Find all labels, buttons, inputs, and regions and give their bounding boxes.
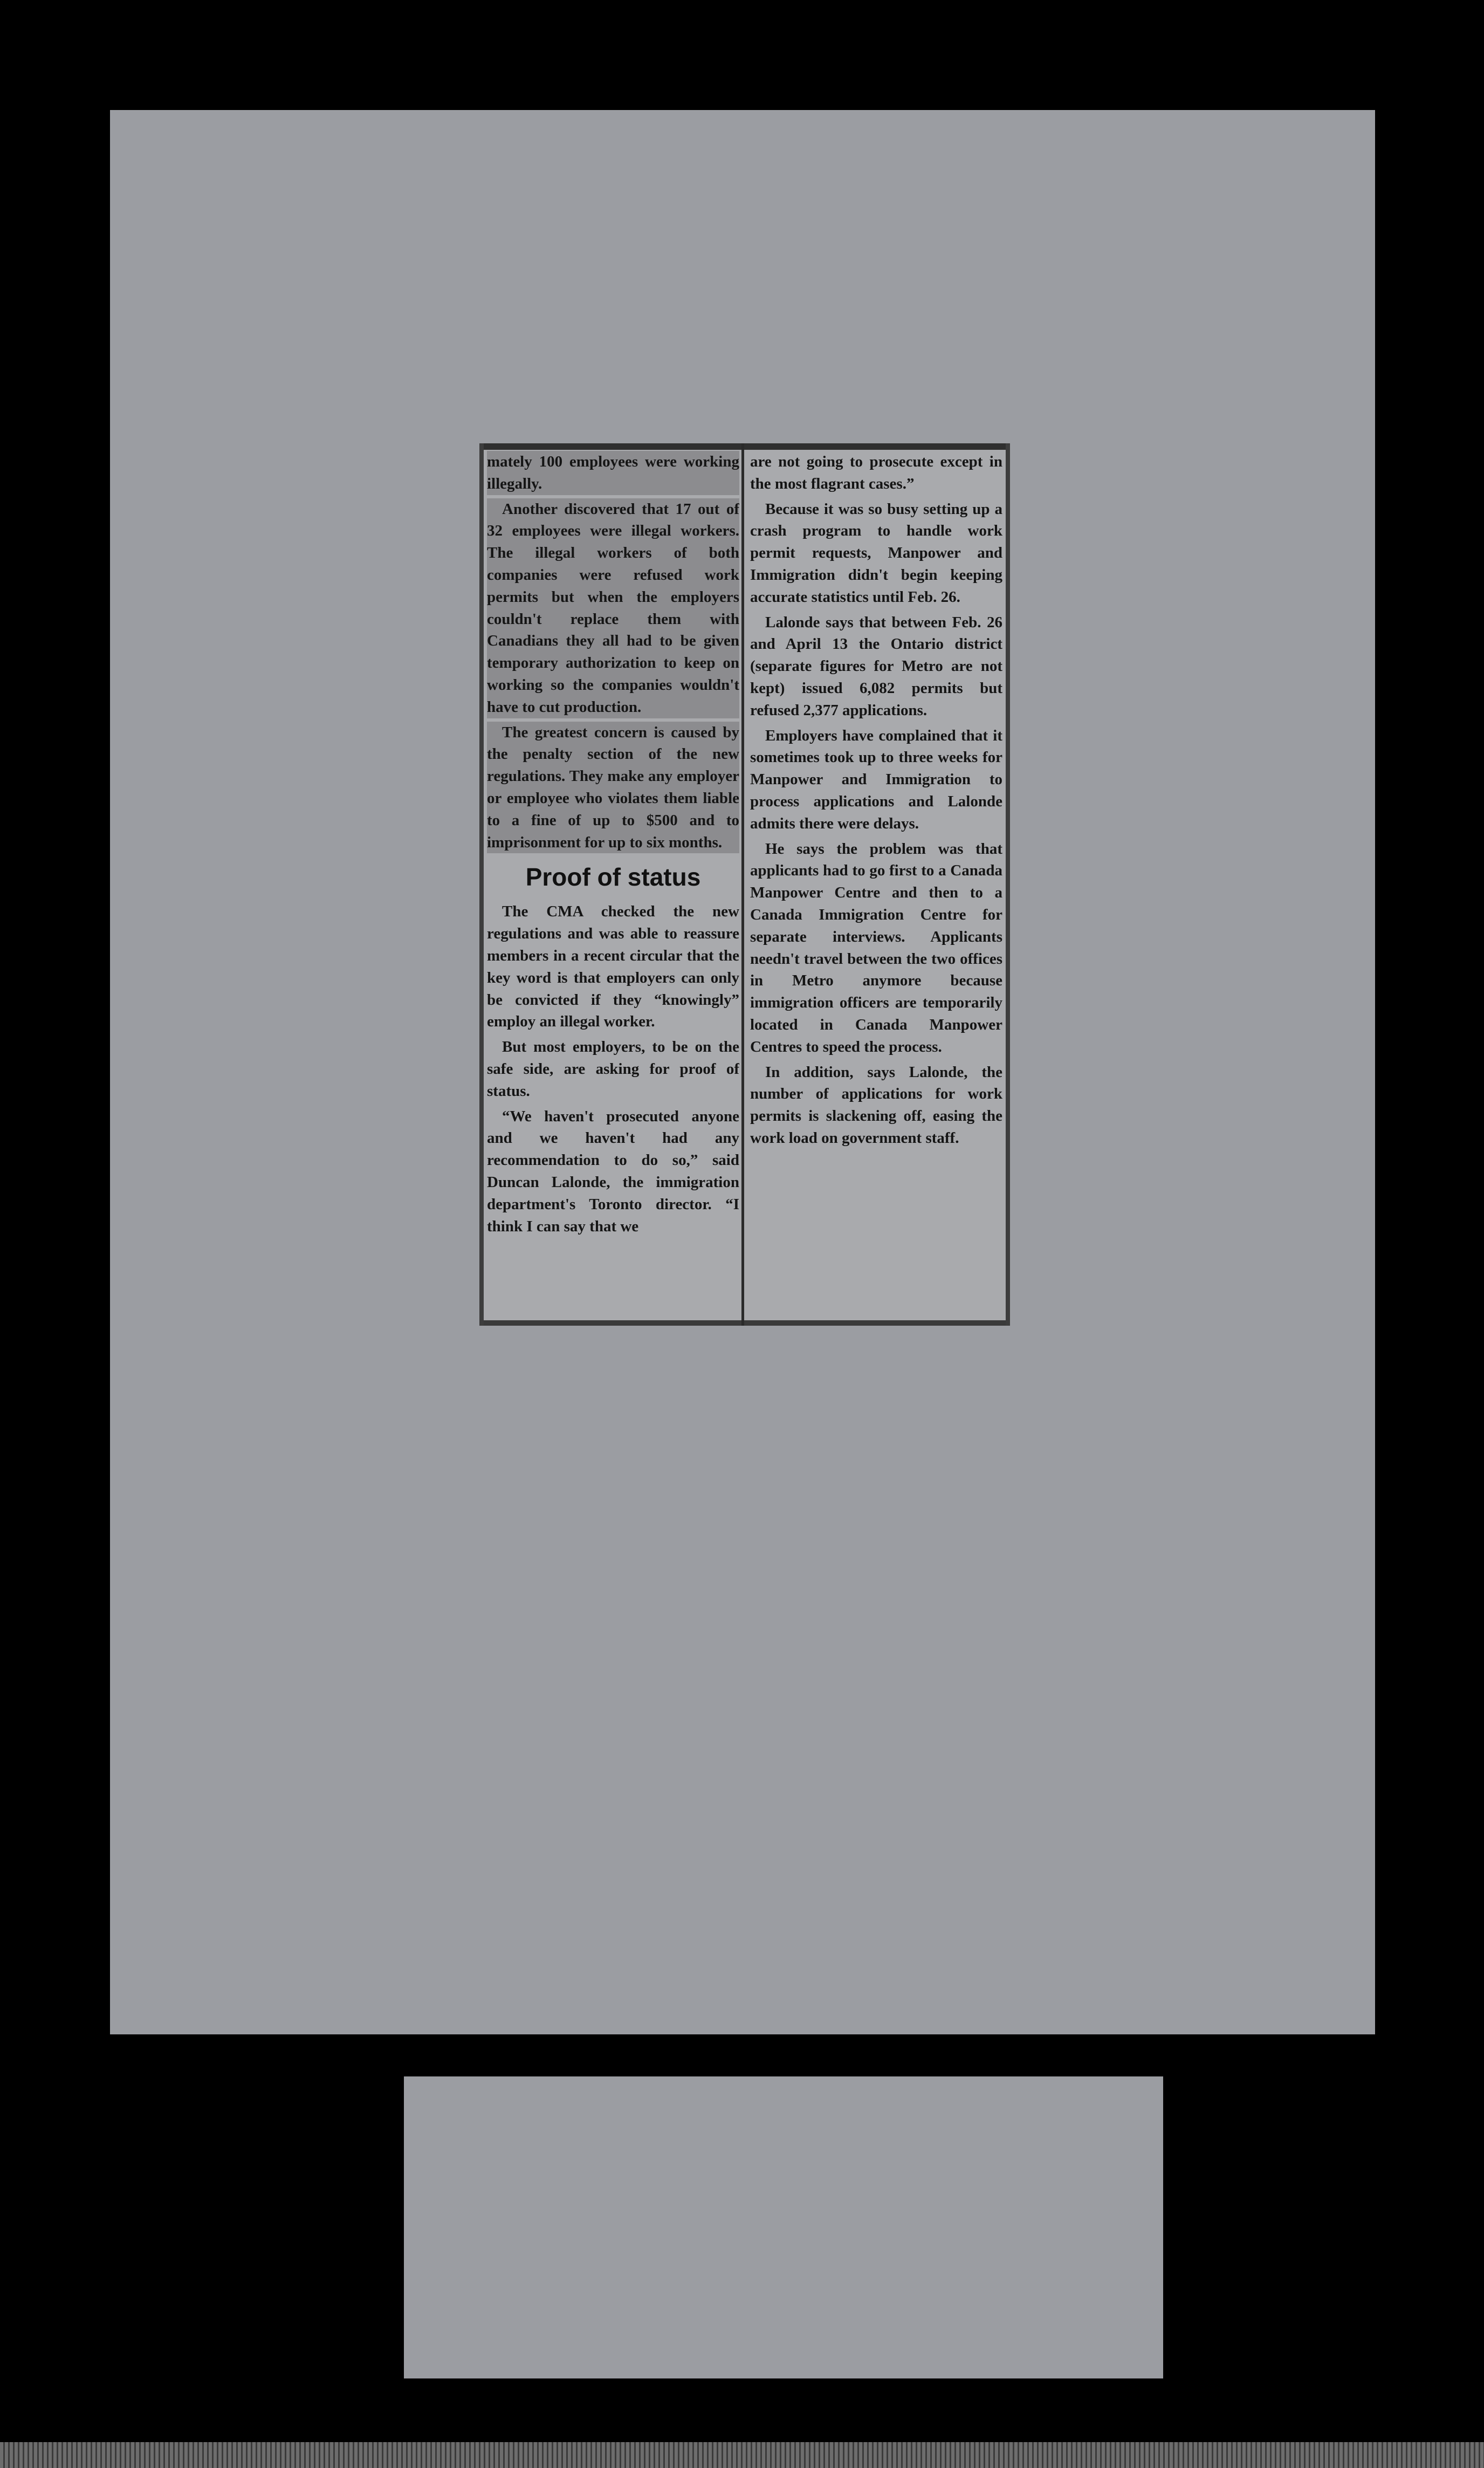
paragraph: Because it was so busy setting up a crash program to handle work permit requests, Manpower and Immigration didn't begin keeping accurate statistics until Feb. 26.	[750, 500, 1002, 606]
paragraph: In addition, says Lalonde, the number of applications for work permits is slackening off, easing the work load on government staff.	[750, 1063, 1002, 1147]
newspaper-clipping	[479, 443, 1010, 1326]
paragraph: Lalonde says that between Feb. 26 and April 13 the Ontario district (separate figures for Metro are not kept) issued 6,082 permits but refused 2,377 applications.	[750, 613, 1002, 719]
paragraph: Another discovered that 17 out of 32 employees were illegal workers. The illegal workers of both companies were refused work permits but when the employers couldn't replace them with Canadians they all had to be given temporary authorization to keep on working so the companies wouldn't have to cut production.	[487, 498, 739, 718]
clipping-bottom-edge	[479, 1320, 1010, 1326]
paragraph: He says the problem was that applicants had to go first to a Canada Manpower Centre and then to a Canada Immigration Centre for separate interviews. Applicants needn't travel between the two offices in Metro anymore because immigration officers are temporarily located in Canada Manpower Centres to speed the process.	[750, 840, 1002, 1055]
clipping-left-edge	[479, 443, 484, 1326]
paragraph: “We haven't prosecuted anyone and we haven't had any recommendation to do so,” said Duncan Lalonde, the immigration department's Toronto director. “I think I can say that we	[487, 1107, 739, 1235]
paragraph: The greatest concern is caused by the penalty section of the new regulations. They make any employer or employee who violates them liable to a fine of up to $500 and to imprisonment for up to six months.	[487, 722, 739, 854]
left-column	[487, 451, 739, 1314]
paragraph: Employers have complained that it sometimes took up to three weeks for Manpower and Immigration to process applications and Lalonde admits there were delays.	[750, 726, 1002, 832]
section-heading: Proof of status	[525, 863, 701, 892]
paragraph: are not going to prosecute except in the most flagrant cases.”	[750, 453, 1002, 492]
clipping-right-edge	[1006, 443, 1010, 1326]
column-divider	[741, 443, 744, 1326]
paragraph: mately 100 employees were working illegally.	[487, 451, 739, 495]
film-edge-strip	[0, 2442, 1484, 2468]
secondary-card	[404, 2076, 1163, 2378]
paragraph: But most employers, to be on the safe side, are asking for proof of status.	[487, 1038, 739, 1100]
paragraph: The CMA checked the new regulations and was able to reassure members in a recent circular that the key word is that employers can only be convicted if they “knowingly” employ an illegal worker.	[487, 903, 739, 1031]
right-column	[750, 451, 1002, 1314]
clipping-top-edge	[479, 443, 1010, 450]
